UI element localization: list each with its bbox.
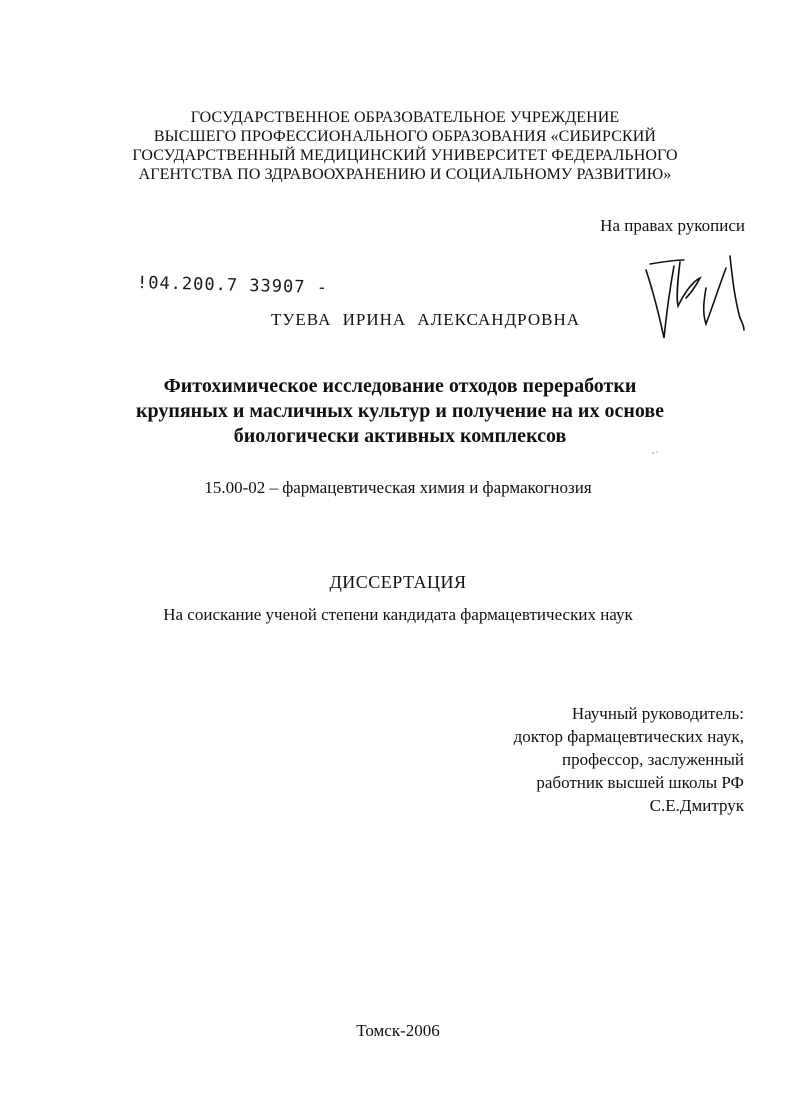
dissertation-title <box>120 374 680 449</box>
supervisor-line: работник высшей школы РФ <box>536 773 744 792</box>
institution-line: ВЫСШЕГО ПРОФЕССИОНАЛЬНОГО ОБРАЗОВАНИЯ «СИБИРСКИЙ <box>153 128 657 145</box>
title-line: биологически активных комплексов <box>233 425 567 447</box>
institution-header <box>100 108 710 184</box>
institution-line: ГОСУДАРСТВЕННОЕ ОБРАЗОВАТЕЛЬНОЕ УЧРЕЖДЕНИЕ <box>190 109 620 126</box>
document-type: ДИССЕРТАЦИЯ <box>329 572 467 592</box>
institution-line: ГОСУДАРСТВЕННЫЙ МЕДИЦИНСКИЙ УНИВЕРСИТЕТ ФЕДЕРАЛЬНОГО <box>132 147 678 164</box>
supervisor-line: Научный руководитель: <box>571 704 744 723</box>
degree-statement: На соискание ученой степени кандидата фармацевтических наук <box>163 605 633 624</box>
supervisor-line: доктор фармацевтических наук, <box>513 727 744 746</box>
author-name: ТУЕВА ИРИНА АЛЕКСАНДРОВНА <box>271 310 580 329</box>
title-line: Фитохимическое исследование отходов переработки <box>163 375 637 397</box>
title-line: крупяных и масличных культур и получение на их основе <box>135 400 665 422</box>
city-year: Томск-2006 <box>356 1021 440 1040</box>
scan-speck <box>651 449 659 457</box>
institution-line: АГЕНТСТВА ПО ЗДРАВООХРАНЕНИЮ И СОЦИАЛЬНОМУ РАЗВИТИЮ» <box>138 166 672 183</box>
supervisor-line: профессор, заслуженный <box>561 750 744 769</box>
supervisor-name: С.Е.Дмитрук <box>649 796 744 815</box>
supervisor-block <box>514 702 744 817</box>
signature-icon <box>640 248 750 344</box>
registration-number-stamp: !04.200.7 33907 - <box>136 273 329 298</box>
rights-note: На правах рукописи <box>600 216 745 235</box>
specialty-code: 15.00-02 – фармацевтическая химия и фармакогнозия <box>204 478 592 497</box>
